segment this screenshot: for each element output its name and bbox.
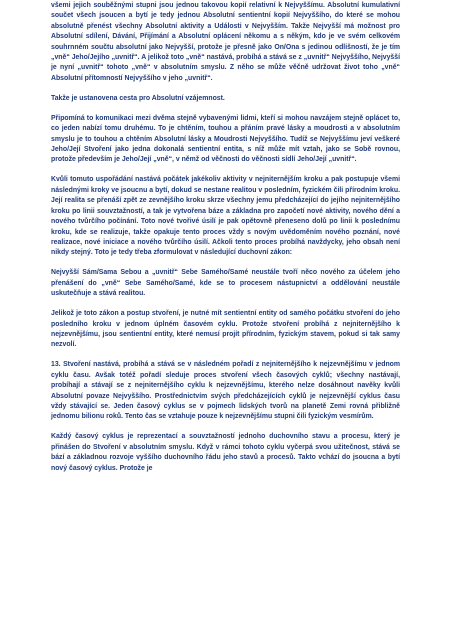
paragraph-3: Připomíná to komunikaci mezi dvěma stejně vybavenými lidmi, kteří si mohou navzájem stejně oplácet to, co jeden nabízí tomu druhému. To je chtěním, touhou a přáním pravé lásky a moudrosti a v absolutním smyslu je to touhou a chtěním Absolutní lásky a Moudrosti Nejvyššího. Tudíž se Nejvyššímu jeví veškeré Jeho/Její Stvoření jako jedna dokonalá sentientní entita, s níž může mít vztah, jako se Sobě rovnou, protože především je Jeho/Její „vně“, v němž od věčnosti do věčnosti sídlí Jeho/Její „uvnitř“. xyxy=(51,114,400,164)
paragraph-8: Každý časový cyklus je reprezentací a souvztažností jednoho duchovního stavu a procesu, který je přinášen do Stvoření v absolutním smyslu. Když v rámci tohoto cyklu vyčerpá svou užitečnost, stává se bází a základnou rozvoje vyššího duchovního řádu jeho stavů a procesů. Takto vchází do jsoucna a bytí nový časový cyklus. Protože je xyxy=(51,433,400,472)
paragraph-5: Nejvyšší Sám/Sama Sebou a „uvnitř“ Sebe Samého/Samé neustále tvoří něco nového za účelem jeho přenášení do „vně“ Sebe Samého/Samé, kde se to procesem nástupnictví a oddělování neustále uskutečňuje a stává realitou. xyxy=(51,269,400,298)
paragraph-6: Jelikož je toto zákon a postup stvoření, je nutné mít sentientní entity od samého počátku stvoření do jeho posledního kroku v jednom úplném časovém cyklu. Protože stvoření probíhá z nejniternějšího k nejzevnějšímu, jsou sentientní entity, které nemusí projít přírodním, fyzickým stavem, pokud si tak samy nezvolí. xyxy=(51,310,400,349)
paragraph-2: Takže je ustanovena cesta pro Absolutní vzájemnost. xyxy=(51,94,225,102)
paragraph-4: Kvůli tomuto uspořádání nastává počátek jakékoliv aktivity v nejniternějším kroku a pak postupuje všemi následnými kroky ve jsoucnu a bytí, dokud se nestane realitou v posledním, fyzickém čili přírodním kroku. Její realita se přenáší zpět ze zevnějšího kroku skrze všechny jemu předcházející do jejího nejniternějšího kroku po linii souvztažností, a tak je vytvořena báze a základna pro započetí nové aktivity, nového dění a nového tvůrčího počínání. Toto nové tvořivé úsilí je pak opětovně přeneseno dolů po linii k poslednímu kroku, kde se realizuje, takže opakuje tento proces vždy s novým uvědoměním nového poznání, nové realizace, nové iniciace a nového tvůrčího úsilí. Ačkoli tento proces probíhá navždycky, jeho obsah není nikdy stejný. Toto je tedy třeba zformulovat v následující duchovní zákon: xyxy=(51,176,400,257)
paragraph-7: 13. Stvoření nastává, probíhá a stává se v následném pořadí z nejniternějšího k nejzevnějšímu v jednom cyklu času. Avšak totéž pořadí sleduje proces stvoření všech časových cyklů; všechny nastávají, probíhají a stávají se z nejniternějšího cyklu k nejzevnějšímu, kterého nelze dosáhnout navěky kvůli Absolutní povaze Nejvyššího. Prostřednictvím svých předcházejících cyklů je nejzevnější cyklus času vždy stávající se. Jeden časový cyklus se v pojmech lidských tvorů na planetě Zemi rovná přibližně jednomu bilionu roků. Tento čas se vztahuje pouze k nejzevnějšímu stupni čili fyzickým vesmírům. xyxy=(51,361,400,421)
paragraph-1: všemi jejich souběžnými stupni jsou jednou takovou kopií relativní k Nejvyššímu. Absolutní kumulativní součet všech jsoucen a bytí je tedy jednou Absolutní sentientní kopií Nejvyššího, do které se mohou absolutně přenést všechny Absolutní aktivity a Události v Nejvyšším. Takže Nejvyšší má možnost pro Absolutní sdílení, Dávání, Přijímání a Absolutní oplácení někomu a s někým, kdo je ve svém celkovém souhrnném součtu absolutní jako Nejvyšší, protože je přesně jako On/Ona s jedinou odlišností, že je tím „vně“ Jeho/Jejího „uvnitř“. A jelikož toto „vně“ nastává, probíhá a stává se z „uvnitř“ Nejvyššího, Nejvyšší je nyní „uvnitř“ tohoto „vně“ v absolutním smyslu. Z něho se může věčně udržovat život toho „vně“ Absolutní přítomností Nejvyššího v jeho „uvnitř“. xyxy=(51,2,400,82)
